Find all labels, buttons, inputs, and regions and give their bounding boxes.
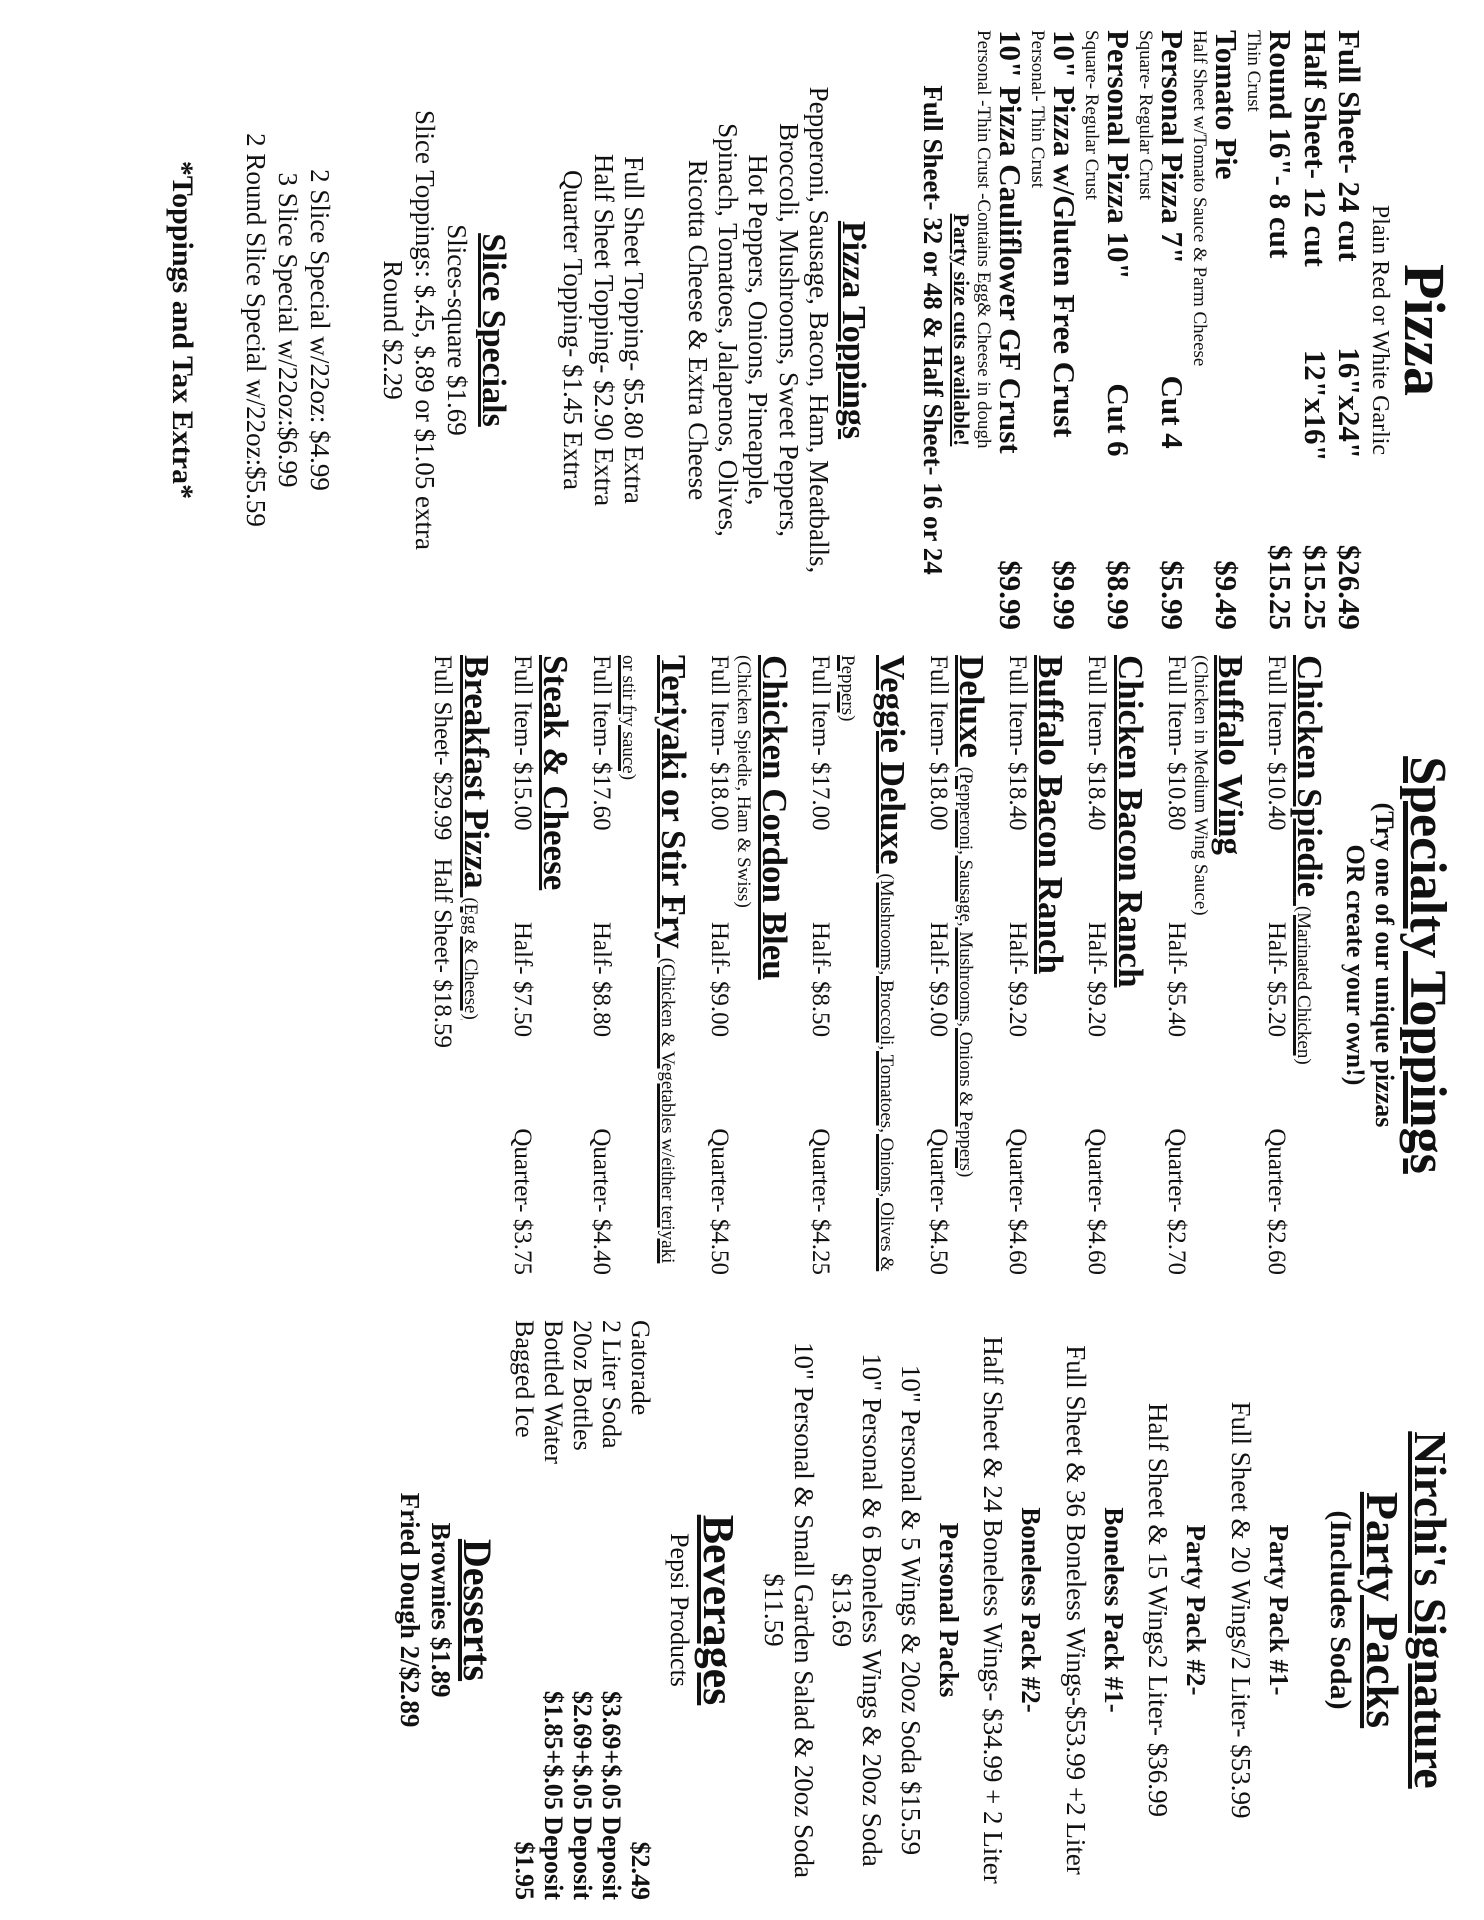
dessert-item: Fried Dough 2/$2.89 [395, 1492, 426, 1728]
topping-price: Full Sheet Topping- $5.80 Extra [618, 156, 649, 504]
pizza-title: Pizza [1392, 263, 1457, 397]
item-price: $8.99 [1100, 560, 1136, 630]
pizza-item-price: $26.49 [1332, 544, 1368, 630]
topping-line: Ricotta Cheese & Extra Cheese [683, 159, 714, 501]
pizza-item-price: $15.25 [1297, 544, 1333, 630]
party-size-note: Party size cuts available! [948, 213, 974, 447]
quarter-price: Quarter- $2.70 [1162, 1128, 1190, 1275]
specialty-column [428, 655, 1454, 1275]
specialty-subtitle: (Try one of our unique pizzas [1370, 802, 1400, 1128]
full-price: Full Item- $17.00 [806, 655, 834, 831]
pizza-column [165, 30, 1457, 630]
full-price: Full Item- $17.60 [587, 655, 615, 831]
half-price: Half- $5.20 [1263, 921, 1290, 1038]
slice-deal: 2 Slice Special w/22oz: $4.99 [305, 169, 336, 491]
specialty-item-name: Chicken Cordon Bleu [754, 655, 794, 980]
personal-10-note: Square- Regular Crust [1081, 30, 1103, 200]
item-name: Personal Pizza 7" [1154, 30, 1190, 265]
party-title: Nirchi's Signature [1405, 1431, 1456, 1789]
pack-name: Party Pack #2- [1181, 1524, 1212, 1696]
specialty-item [1162, 655, 1250, 1275]
specialty-item [508, 655, 575, 1275]
specialty-item-desc: (Egg & Cheese) [459, 897, 481, 1020]
specialty-item-desc: (Chicken Spiedie, Ham & Swiss) [733, 655, 755, 908]
half-price: Half- $8.50 [806, 921, 834, 1038]
party-column [395, 1320, 1454, 1900]
pack-name: Boneless Pack #1- [1098, 1507, 1129, 1713]
full-price: Full Item- $18.00 [706, 655, 734, 831]
cauliflower-item [992, 30, 1027, 630]
party-subtitle: (Includes Soda) [1324, 1510, 1358, 1710]
personal-pack: 10" Personal & 5 Wings & 20oz Soda $15.59 [895, 1364, 926, 1856]
specialty-subtitle: OR create your own!) [1341, 844, 1371, 1086]
item-name: Tomato Pie [1208, 30, 1244, 180]
slice-deal: 2 Round Slice Special w/22oz:$5.59 [240, 133, 271, 527]
half-price: Half- $5.40 [1162, 921, 1190, 1038]
pizza-item [1297, 30, 1332, 630]
gluten-free-note: Personal- Thin Crust [1027, 30, 1049, 188]
beverage-price: $2.49 [626, 1841, 656, 1900]
full-price: Full Item- $18.00 [924, 655, 952, 831]
beverage-name: 20oz Bottles [568, 1320, 598, 1451]
quarter-price: Quarter- $4.60 [1083, 1128, 1111, 1275]
item-name: Personal Pizza 10" [1100, 30, 1136, 280]
half-price: Half Sheet- $18.59 [429, 858, 457, 1048]
topping-price: Half Sheet Topping- $2.90 Extra [588, 153, 619, 507]
quarter-price: Quarter- $2.60 [1263, 1128, 1290, 1275]
item-cut: Cut 6 [1100, 383, 1136, 457]
pack-desc: Full Sheet & 20 Wings/2 Liter- $53.99 [1225, 1401, 1256, 1819]
desserts-title: Desserts [454, 1538, 500, 1682]
half-price: Half- $9.00 [706, 921, 734, 1038]
full-price: Full Item- $18.40 [1083, 655, 1111, 831]
personal-pack: 10" Personal & 6 Boneless Wings & 20oz Soda $13.69 [827, 1353, 888, 1867]
full-price: Full Item- $10.40 [1263, 655, 1290, 831]
pack-desc: Half Sheet & 24 Boneless Wings- $34.99 + 2 Liter [978, 1336, 1009, 1884]
personal-10-item [1100, 30, 1135, 630]
beverage-name: Bagged Ice [509, 1320, 539, 1438]
item-cut: Cut 4 [1154, 375, 1190, 449]
pizza-item [1332, 30, 1367, 630]
quarter-price: Quarter- $4.50 [924, 1128, 952, 1275]
personal-7-note: Square- Regular Crust [1135, 30, 1157, 200]
specialty-item-name: Buffalo Wing [1211, 655, 1250, 856]
pizza-item-size: 12"x16" [1297, 349, 1333, 462]
full-price: Full Item- $18.40 [1004, 655, 1032, 831]
pizza-item-name: Full Sheet- 24 cut [1332, 30, 1368, 262]
half-price: Half- $7.50 [508, 921, 536, 1038]
specialty-item-name: Deluxe [952, 655, 992, 759]
specialty-item [587, 655, 693, 1275]
pack-name: Party Pack #1- [1263, 1524, 1294, 1696]
specialty-item [806, 655, 912, 1275]
breakfast-item [428, 655, 495, 1275]
half-price: Half- $8.80 [587, 921, 615, 1038]
pack-desc: Half Sheet & 15 Wings2 Liter- $36.99 [1143, 1402, 1174, 1818]
tomato-pie-item [1208, 30, 1243, 630]
specialty-item-name: Chicken Bacon Ranch [1110, 655, 1150, 988]
item-price: $5.99 [1154, 560, 1190, 630]
tomato-pie-note: Half Sheet w/Tomato Sauce & Parm Cheese [1189, 30, 1211, 367]
pizza-item-name: Half Sheet- 12 cut [1297, 30, 1333, 267]
personal-7-item [1154, 30, 1189, 630]
slice-specials-title: Slice Specials [475, 233, 513, 427]
pack-name: Boneless Pack #2- [1016, 1507, 1047, 1713]
gluten-free-item [1046, 30, 1081, 630]
full-price: Full Sheet- $29.99 [429, 655, 457, 841]
topping-line: Broccoli, Mushrooms, Sweet Peppers, [773, 123, 804, 537]
item-name: 10" Pizza Cauliflower GF Crust [992, 30, 1028, 454]
beverage-row [568, 1320, 597, 1900]
specialty-item-name: Steak & Cheese [535, 655, 575, 891]
topping-price: Quarter Topping- $1.45 Extra [558, 169, 589, 491]
specialty-item-desc: (Chicken in Medium Wing Sauce) [1189, 655, 1211, 916]
specialty-item [924, 655, 991, 1275]
slice-deal: 3 Slice Special w/22oz:$6.99 [273, 172, 304, 488]
item-name: 10" Pizza w/Gluten Free Crust [1046, 30, 1082, 438]
beverage-price: $1.95 [509, 1841, 539, 1900]
quarter-price: Quarter- $4.60 [1004, 1128, 1032, 1275]
specialty-title: Specialty Toppings [1399, 756, 1456, 1174]
party-cuts: Full Sheet- 32 or 48 & Half Sheet- 16 or 24 [918, 85, 949, 575]
toppings-title: Pizza Toppings [835, 220, 873, 440]
specialty-item-name: Veggie Deluxe [872, 655, 912, 865]
full-price: Full Item- $15.00 [508, 655, 536, 831]
specialty-item-name: Breakfast Pizza [456, 655, 496, 889]
slice-line: Slice Toppings: $.45, $.89 or $1.05 extra [409, 109, 440, 551]
pizza-item [1262, 30, 1297, 630]
beverage-price: $1.85+$.05 Deposit [538, 1690, 568, 1900]
dessert-item: Brownies $1.89 [425, 1522, 456, 1698]
quarter-price: Quarter- $4.50 [706, 1128, 734, 1275]
topping-line: Hot Peppers, Onions, Pineapple, [743, 154, 774, 506]
specialty-item [1003, 655, 1070, 1275]
specialty-item-desc: (Mushrooms, Broccoli, Tomatoes, Onions, Olives & Peppers) [836, 655, 897, 1272]
pizza-item-price: $15.25 [1262, 544, 1298, 630]
specialty-item-desc: (Pepperoni, Sausage, Mushrooms, Onions & Peppers) [955, 766, 977, 1178]
beverage-row [626, 1320, 655, 1900]
specialty-item-desc: (Chicken & Vegetables w/either teriyaki or stir fry sauce) [617, 655, 679, 1264]
beverages-subtitle: Pepsi Products [665, 1533, 695, 1687]
footer-note: *Toppings and Tax Extra* [165, 160, 199, 500]
beverage-row [539, 1320, 568, 1900]
specialty-item [1262, 655, 1329, 1275]
item-price: $9.99 [992, 560, 1028, 630]
pizza-subtitle: Plain Red or White Garlic [1367, 204, 1394, 456]
beverages-title: Beverages [693, 1514, 743, 1706]
full-price: Full Item- $10.80 [1162, 655, 1190, 831]
topping-line: Pepperoni, Sausage, Bacon, Ham, Meatballs, [803, 86, 834, 574]
specialty-item [1082, 655, 1149, 1275]
topping-line: Spinach, Tomatoes, Jalapenos, Olives, [713, 123, 744, 537]
specialty-item-desc: (Marinated Chicken) [1293, 905, 1315, 1065]
personal-pack: 10" Personal & Small Garden Salad & 20oz Soda $11.59 [758, 1342, 819, 1878]
quarter-price: Quarter- $3.75 [508, 1128, 536, 1275]
pizza-item-name: Round 16"- 8 cut [1262, 30, 1298, 259]
beverage-price: $3.69+$.05 Deposit [597, 1690, 627, 1900]
item-price: $9.99 [1046, 560, 1082, 630]
beverage-row [597, 1320, 626, 1900]
round-note: Thin Crust [1243, 30, 1265, 112]
pizza-item-size: 16"x24" [1332, 347, 1368, 460]
half-price: Half- $9.20 [1083, 921, 1111, 1038]
slice-line: Round $2.29 [377, 260, 408, 400]
specialty-item-name: Teriyaki or Stir Fry [654, 655, 694, 949]
quarter-price: Quarter- $4.25 [806, 1128, 834, 1275]
beverage-name: Bottled Water [538, 1320, 568, 1465]
quarter-price: Quarter- $4.40 [587, 1128, 615, 1275]
beverage-row [510, 1320, 539, 1900]
slice-line: Slices-square $1.69 [442, 224, 472, 436]
cauliflower-note: Personal -Thin Crust -Contains Egg& Cheese in dough [973, 30, 995, 449]
pack-desc: Full Sheet & 36 Boneless Wings-$53.99 +2 Liter [1060, 1345, 1091, 1875]
item-price: $9.49 [1208, 560, 1244, 630]
specialty-item [705, 655, 793, 1275]
beverage-name: Gatorade [626, 1320, 656, 1416]
beverage-name: 2 Liter Soda [597, 1320, 627, 1449]
half-price: Half- $9.00 [924, 921, 952, 1038]
personal-packs-title: Personal Packs [933, 1522, 964, 1698]
specialty-item-name: Chicken Spiedie [1290, 655, 1330, 898]
half-price: Half- $9.20 [1004, 921, 1032, 1038]
beverage-price: $2.69+$.05 Deposit [568, 1690, 598, 1900]
party-title-2: Party Packs [1356, 1491, 1408, 1729]
specialty-item-name: Buffalo Bacon Ranch [1031, 655, 1071, 974]
